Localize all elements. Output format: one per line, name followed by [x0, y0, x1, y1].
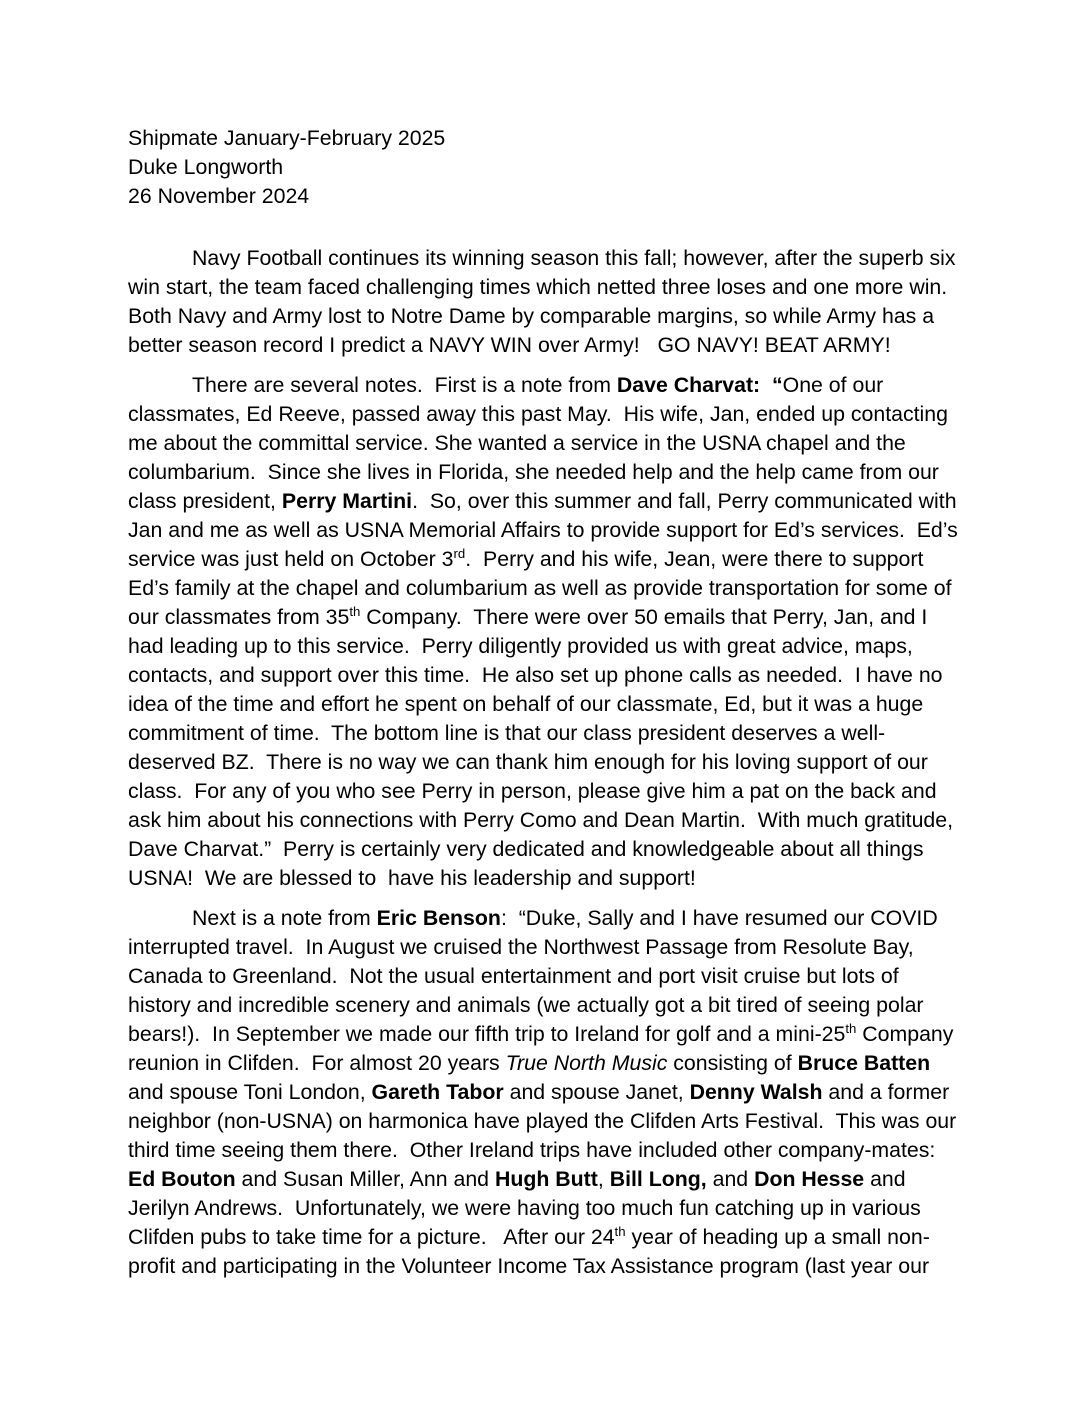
text-run: ,	[597, 1167, 610, 1191]
text-run: Ed Bouton	[128, 1167, 236, 1191]
text-run: and Jerilyn Andrews. Unfortunately, we were having too much fun catching up in various Clifden pubs to take time for a picture. After our 24	[128, 1167, 927, 1249]
superscript-run: th	[349, 603, 361, 619]
text-run: Gareth Tabor	[371, 1080, 504, 1104]
document-header	[128, 124, 960, 211]
text-run: One of our classmates, Ed Reeve, passed away this past May. His wife, Jan, ended up contacting me about the committal service. She wanted a service in the USNA chapel and the columbarium. Since she lives in Florida, she needed help and the help came from our class president,	[128, 373, 954, 513]
paragraph-3	[128, 904, 963, 1281]
text-run: Dave Charvat: “	[616, 373, 783, 397]
text-run: Company. There were over 50 emails that Perry, Jan, and I had leading up to this service. Perry diligently provided us with great advice, maps, contacts, and support over this time. He also set up phone calls as needed. I have no idea of the time and effort he spent on behalf of our classmate, Ed, but it was a huge commitment of time. The bottom line is that our class president deserves a well-deserved BZ. There is no way we can thank him enough for his loving support of our class. For any of you who see Perry in person, please give him a pat on the back and ask him about his connections with Perry Como and Dean Martin. With much gratitude, Dave Charvat.” Perry is certainly very dedicated and knowledgeable about all things USNA! We are blessed to have his leadership and support!	[128, 605, 959, 890]
text-run: Bruce Batten	[797, 1051, 931, 1075]
superscript-run: rd	[453, 545, 466, 561]
header-line-3: 26 November 2024	[128, 184, 310, 208]
text-run: and spouse Janet,	[503, 1080, 690, 1104]
text-run: and	[706, 1167, 755, 1191]
document-body	[128, 244, 964, 1281]
text-run: There are several notes. First is a note from	[192, 373, 617, 397]
text-run: Perry Martini	[281, 489, 413, 513]
text-run: Next is a note from	[192, 906, 377, 930]
text-run: and Susan Miller, Ann and	[235, 1167, 495, 1191]
header-line-2: Duke Longworth	[128, 155, 284, 179]
text-run: Denny Walsh	[689, 1080, 823, 1104]
text-run: Hugh Butt	[494, 1167, 598, 1191]
paragraph-1	[128, 244, 960, 360]
text-run: Eric Benson	[376, 906, 501, 930]
text-run: Bill Long,	[609, 1167, 707, 1191]
text-run: Company reunion in Clifden. For almost 20 years	[128, 1022, 960, 1075]
superscript-run: th	[614, 1223, 626, 1239]
text-run: True North Music	[505, 1051, 668, 1075]
header-line-1: Shipmate January-February 2025	[128, 126, 446, 150]
superscript-run: th	[845, 1020, 857, 1036]
text-run: year of heading up a small non-profit and participating in the Volunteer Income Tax Assistance program (last year our	[128, 1225, 930, 1278]
text-run: . Perry and his wife, Jean, were there to support Ed’s family at the chapel and columbarium as well as provide transportation for some of our classmates from 35	[128, 547, 958, 629]
text-run: and a former neighbor (non-USNA) on harmonica have played the Clifden Arts Festival. This was our third time seeing them there. Other Ireland trips have included other company-mates:	[128, 1080, 963, 1162]
text-run: and spouse Toni London,	[128, 1051, 937, 1104]
text-run: Don Hesse	[754, 1167, 865, 1191]
text-run: : “Duke, Sally and I have resumed our COVID interrupted travel. In August we cruised the Northwest Passage from Resolute Bay, Canada to Greenland. Not the usual entertainment and port visit cruise but lots of history and incredible scenery and animals (we actually got a bit tired of seeing polar bears!). In September we made our fifth trip to Ireland for golf and a mini-25	[128, 906, 944, 1046]
text-run: consisting of	[667, 1051, 798, 1075]
text-run: Navy Football continues its winning season this fall; however, after the superb six win start, the team faced challenging times which netted three loses and one more win. Both Navy and Army lost to Notre Dame by comparable margins, so while Army has a better season record I predict a NAVY WIN over Army! GO NAVY! BEAT ARMY!	[128, 246, 962, 357]
paragraph-2	[128, 371, 964, 893]
text-run: . So, over this summer and fall, Perry communicated with Jan and me as well as USNA Memorial Affairs to provide support for Ed’s services. Ed’s service was just held on October 3	[128, 489, 964, 571]
